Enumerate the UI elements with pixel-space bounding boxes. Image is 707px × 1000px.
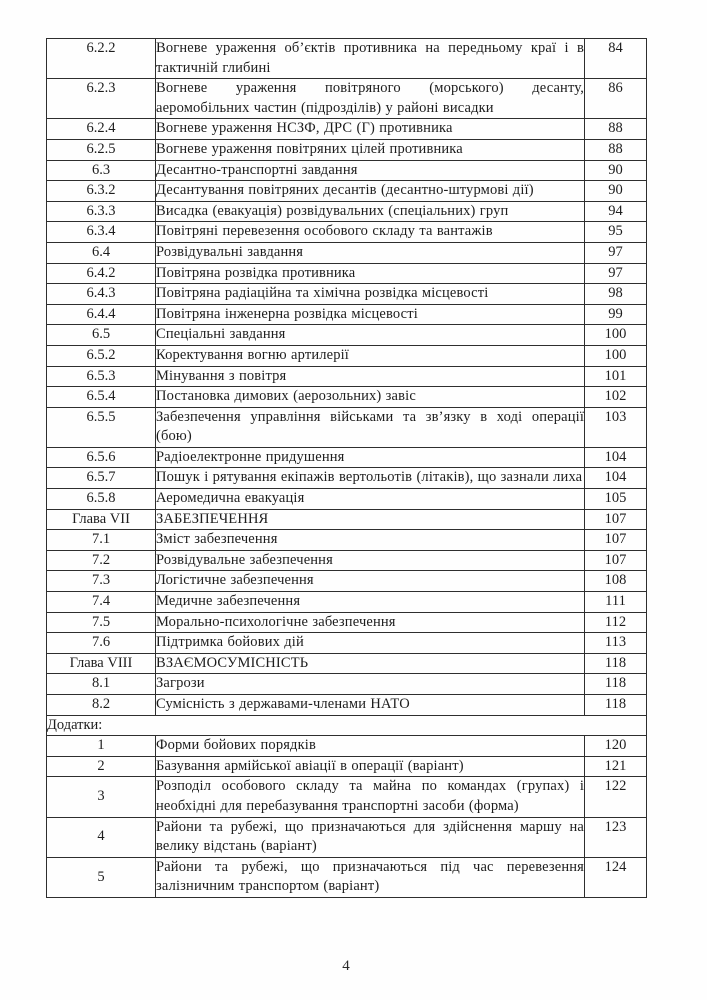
toc-entry-number: Глава VIII — [47, 653, 156, 674]
toc-row — [47, 592, 647, 613]
toc-entry-title: Повітряна розвідка противника — [156, 263, 585, 284]
toc-entry-page: 105 — [585, 489, 647, 510]
toc-entry-title: Пошук і рятування екіпажів вертольотів (літаків), що зазнали лиха — [156, 468, 585, 489]
toc-entry-page: 100 — [585, 345, 647, 366]
toc-entry-number: 6.3.2 — [47, 181, 156, 202]
toc-entry-page: 103 — [585, 407, 647, 447]
toc-entry-number: 7.6 — [47, 633, 156, 654]
toc-entry-title: Повітряна радіаційна та хімічна розвідка місцевості — [156, 284, 585, 305]
toc-entry-title: Вогневе ураження повітряних цілей противника — [156, 139, 585, 160]
toc-entry-title: Сумісність з державами-членами НАТО — [156, 695, 585, 716]
toc-row — [47, 181, 647, 202]
toc-entry-page: 107 — [585, 550, 647, 571]
toc-entry-page: 112 — [585, 612, 647, 633]
toc-entry-title: Медичне забезпечення — [156, 592, 585, 613]
toc-entry-number: 6.5.4 — [47, 387, 156, 408]
toc-row — [47, 447, 647, 468]
toc-row — [47, 674, 647, 695]
toc-row — [47, 407, 647, 447]
toc-entry-page: 86 — [585, 79, 647, 119]
toc-entry-number: 6.5.7 — [47, 468, 156, 489]
toc-entry-number: 6.5.5 — [47, 407, 156, 447]
toc-entry-title: Морально-психологічне забезпечення — [156, 612, 585, 633]
toc-row — [47, 736, 647, 757]
toc-entry-title: Розвідувальне забезпечення — [156, 550, 585, 571]
toc-entry-page: 123 — [585, 817, 647, 857]
toc-entry-page: 120 — [585, 736, 647, 757]
toc-row — [47, 715, 647, 736]
toc-entry-number: 7.2 — [47, 550, 156, 571]
toc-entry-title: Вогневе ураження об’єктів противника на передньому краї і в тактичній глибині — [156, 39, 585, 79]
toc-row — [47, 695, 647, 716]
toc-entry-page: 118 — [585, 695, 647, 716]
toc-entry-title: Вогневе ураження НСЗФ, ДРС (Г) противника — [156, 119, 585, 140]
toc-entry-page: 88 — [585, 139, 647, 160]
toc-row — [47, 160, 647, 181]
toc-entry-title: Базування армійської авіації в операції (варіант) — [156, 756, 585, 777]
toc-row — [47, 139, 647, 160]
toc-entry-page: 97 — [585, 263, 647, 284]
toc-entry-title: Забезпечення управління військами та зв’язку в ході операції (бою) — [156, 407, 585, 447]
toc-section-label: Додатки: — [47, 715, 647, 736]
toc-row — [47, 387, 647, 408]
toc-entry-number: 6.5.6 — [47, 447, 156, 468]
toc-entry-title: Форми бойових порядків — [156, 736, 585, 757]
toc-row — [47, 530, 647, 551]
toc-row — [47, 201, 647, 222]
toc-entry-number: 7.3 — [47, 571, 156, 592]
toc-entry-page: 84 — [585, 39, 647, 79]
toc-entry-page: 90 — [585, 181, 647, 202]
toc-entry-page: 118 — [585, 674, 647, 695]
toc-row — [47, 571, 647, 592]
toc-entry-number: 6.5.2 — [47, 345, 156, 366]
toc-entry-title: Логістичне забезпечення — [156, 571, 585, 592]
toc-entry-title: Повітряні перевезення особового складу та вантажів — [156, 222, 585, 243]
toc-entry-page: 99 — [585, 304, 647, 325]
toc-entry-page: 95 — [585, 222, 647, 243]
toc-entry-title: Райони та рубежі, що призначаються для здійснення маршу на велику відстань (варіант) — [156, 817, 585, 857]
toc-table — [46, 38, 647, 898]
toc-entry-title: Висадка (евакуація) розвідувальних (спеціальних) груп — [156, 201, 585, 222]
toc-entry-title: Загрози — [156, 674, 585, 695]
toc-body — [47, 39, 647, 898]
toc-row — [47, 857, 647, 897]
toc-entry-page: 90 — [585, 160, 647, 181]
toc-entry-title: Підтримка бойових дій — [156, 633, 585, 654]
toc-entry-number: 6.2.2 — [47, 39, 156, 79]
toc-entry-page: 98 — [585, 284, 647, 305]
toc-entry-number: 6.5.8 — [47, 489, 156, 510]
toc-row — [47, 468, 647, 489]
toc-entry-number: 6.2.5 — [47, 139, 156, 160]
toc-entry-title: Мінування з повітря — [156, 366, 585, 387]
toc-entry-page: 88 — [585, 119, 647, 140]
toc-row — [47, 366, 647, 387]
toc-entry-number: 4 — [47, 817, 156, 857]
toc-row — [47, 284, 647, 305]
toc-entry-page: 100 — [585, 325, 647, 346]
toc-row — [47, 119, 647, 140]
toc-entry-page: 122 — [585, 777, 647, 817]
toc-entry-number: 6.3.4 — [47, 222, 156, 243]
toc-entry-number: 6.4 — [47, 242, 156, 263]
toc-row — [47, 550, 647, 571]
toc-entry-title: Аеромедична евакуація — [156, 489, 585, 510]
toc-row — [47, 222, 647, 243]
toc-entry-number: 6.4.3 — [47, 284, 156, 305]
toc-row — [47, 79, 647, 119]
toc-entry-number: 7.1 — [47, 530, 156, 551]
footer-page-number: 4 — [342, 958, 350, 974]
toc-row — [47, 633, 647, 654]
toc-row — [47, 489, 647, 510]
toc-entry-title: Вогневе ураження повітряного (морського) десанту, аеромобільних частин (підрозділів) у районі висадки — [156, 79, 585, 119]
toc-row — [47, 817, 647, 857]
toc-entry-page: 97 — [585, 242, 647, 263]
toc-entry-number: 6.4.4 — [47, 304, 156, 325]
toc-entry-title: Постановка димових (аерозольних) завіс — [156, 387, 585, 408]
toc-entry-number: 1 — [47, 736, 156, 757]
toc-entry-page: 107 — [585, 509, 647, 530]
toc-entry-number: 6.4.2 — [47, 263, 156, 284]
toc-entry-title: Розподіл особового складу та майна по командах (групах) і необхідні для перебазування транспортні засоби (форма) — [156, 777, 585, 817]
toc-entry-number: 6.5 — [47, 325, 156, 346]
toc-entry-title: Десантно-транспортні завдання — [156, 160, 585, 181]
toc-row — [47, 325, 647, 346]
toc-entry-page: 104 — [585, 447, 647, 468]
toc-entry-title: Радіоелектронне придушення — [156, 447, 585, 468]
toc-entry-title: Коректування вогню артилерії — [156, 345, 585, 366]
toc-entry-number: 6.2.3 — [47, 79, 156, 119]
toc-entry-title: ВЗАЄМОСУМІСНІСТЬ — [156, 653, 585, 674]
toc-entry-number: 8.2 — [47, 695, 156, 716]
toc-entry-number: 6.3.3 — [47, 201, 156, 222]
toc-row — [47, 242, 647, 263]
toc-entry-page: 113 — [585, 633, 647, 654]
toc-row — [47, 509, 647, 530]
toc-entry-number: 7.4 — [47, 592, 156, 613]
toc-entry-number: Глава VII — [47, 509, 156, 530]
toc-row — [47, 345, 647, 366]
toc-row — [47, 777, 647, 817]
toc-entry-page: 108 — [585, 571, 647, 592]
toc-entry-title: Спеціальні завдання — [156, 325, 585, 346]
toc-entry-number: 6.5.3 — [47, 366, 156, 387]
toc-entry-title: Повітряна інженерна розвідка місцевості — [156, 304, 585, 325]
toc-row — [47, 756, 647, 777]
toc-row — [47, 39, 647, 79]
toc-entry-page: 94 — [585, 201, 647, 222]
toc-entry-title: Десантування повітряних десантів (десантно-штурмові дії) — [156, 181, 585, 202]
toc-entry-number: 6.2.4 — [47, 119, 156, 140]
toc-entry-page: 118 — [585, 653, 647, 674]
toc-entry-number: 8.1 — [47, 674, 156, 695]
toc-row — [47, 612, 647, 633]
toc-entry-title: Розвідувальні завдання — [156, 242, 585, 263]
toc-entry-page: 111 — [585, 592, 647, 613]
toc-entry-title: Райони та рубежі, що призначаються під час перевезення залізничним транспортом (варіант) — [156, 857, 585, 897]
toc-entry-number: 2 — [47, 756, 156, 777]
toc-entry-page: 121 — [585, 756, 647, 777]
toc-entry-page: 104 — [585, 468, 647, 489]
toc-entry-page: 124 — [585, 857, 647, 897]
toc-row — [47, 304, 647, 325]
toc-entry-number: 7.5 — [47, 612, 156, 633]
toc-row — [47, 653, 647, 674]
toc-entry-page: 102 — [585, 387, 647, 408]
toc-entry-page: 101 — [585, 366, 647, 387]
toc-entry-number: 5 — [47, 857, 156, 897]
toc-entry-number: 3 — [47, 777, 156, 817]
toc-row — [47, 263, 647, 284]
toc-entry-title: ЗАБЕЗПЕЧЕННЯ — [156, 509, 585, 530]
toc-entry-title: Зміст забезпечення — [156, 530, 585, 551]
toc-entry-number: 6.3 — [47, 160, 156, 181]
toc-entry-page: 107 — [585, 530, 647, 551]
